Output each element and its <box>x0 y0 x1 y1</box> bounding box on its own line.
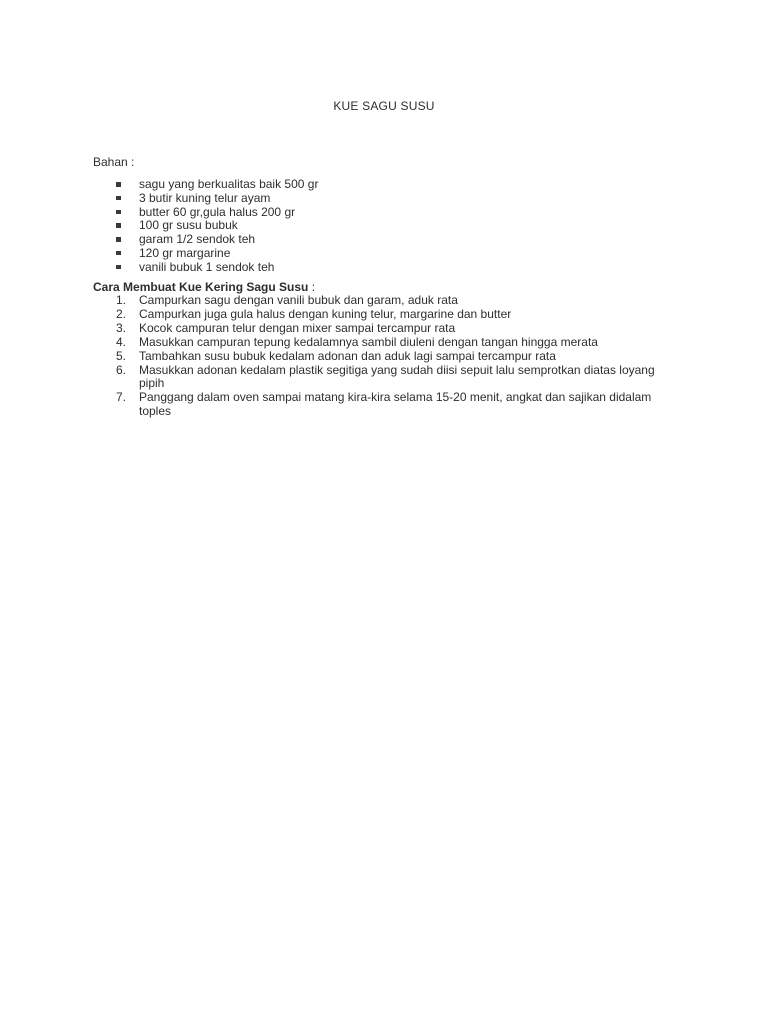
step-text: Campurkan juga gula halus dengan kuning telur, margarine dan butter <box>139 306 512 321</box>
step-text: Panggang dalam oven sampai matang kira-kira selama 15-20 menit, angkat dan sajikan didalam toples <box>139 390 652 419</box>
step-number: 6. <box>116 362 127 377</box>
square-bullet-icon <box>116 210 121 215</box>
step-number: 5. <box>116 348 127 363</box>
method-heading-text: Cara Membuat Kue Kering Sagu Susu <box>93 280 309 294</box>
square-bullet-icon <box>116 223 121 228</box>
page-title: KUE SAGU SUSU <box>333 99 435 113</box>
square-bullet-icon <box>116 265 121 270</box>
square-bullet-icon <box>116 237 121 242</box>
step-text: Tambahkan susu bubuk kedalam adonan dan aduk lagi sampai tercampur rata <box>139 348 556 363</box>
method-heading <box>93 280 315 294</box>
step-text: Masukkan campuran tepung kedalamnya sambil diuleni dengan tangan hingga merata <box>139 334 598 349</box>
ingredient-text: sagu yang berkualitas baik 500 gr <box>139 177 319 191</box>
method-heading-suffix: : <box>308 280 316 294</box>
steps-list <box>0 294 768 419</box>
square-bullet-icon <box>116 182 121 187</box>
step-number: 7. <box>116 390 127 405</box>
step-number: 4. <box>116 334 127 349</box>
step-number: 2. <box>116 306 127 321</box>
step-item <box>0 350 768 364</box>
step-item <box>0 364 768 392</box>
square-bullet-icon <box>116 196 121 201</box>
step-item <box>0 294 768 308</box>
square-bullet-icon <box>116 251 121 256</box>
ingredient-text: 3 butir kuning telur ayam <box>139 190 271 205</box>
step-item <box>0 391 768 419</box>
step-number: 1. <box>116 293 127 307</box>
step-text: Kocok campuran telur dengan mixer sampai tercampur rata <box>139 320 456 335</box>
step-text: Masukkan adonan kedalam plastik segitiga yang sudah diisi sepuit lalu semprotkan diatas loyang pipih <box>139 362 655 391</box>
ingredient-text: 120 gr margarine <box>139 245 231 260</box>
ingredient-text: 100 gr susu bubuk <box>139 218 238 233</box>
step-item <box>0 336 768 350</box>
ingredient-text: butter 60 gr,gula halus 200 gr <box>139 204 296 219</box>
step-text: Campurkan sagu dengan vanili bubuk dan garam, aduk rata <box>139 293 458 307</box>
step-item <box>0 308 768 322</box>
step-item <box>0 322 768 336</box>
ingredients-label: Bahan : <box>93 155 135 169</box>
ingredient-text: vanili bubuk 1 sendok teh <box>139 259 275 274</box>
ingredient-text: garam 1/2 sendok teh <box>139 232 256 247</box>
step-number: 3. <box>116 320 127 335</box>
